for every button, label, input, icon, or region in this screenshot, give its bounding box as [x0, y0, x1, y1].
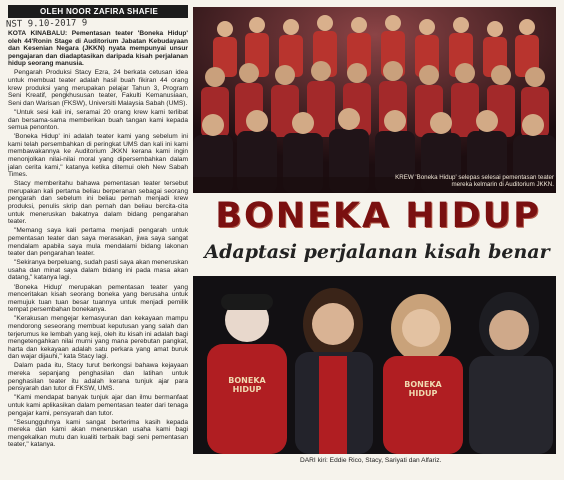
subheadline: Adaptasi perjalanan kisah benar [204, 241, 550, 263]
dateline: KOTA KINABALU: [8, 30, 68, 37]
article-paragraph: "Sesungguhnya kami sangat berterima kasih kepada mereka dan kami akan meneruskan usaha kami bagi mengekalkan mutu dan kualiti terbaik bagi seni pementasan teater," katanya. [8, 418, 188, 449]
article-paragraph: "Kami mendapat banyak tunjuk ajar dan ilmu bermanfaat untuk kami aplikasikan dalam pementasan teater dari tenaga pengajar kami, pensyarah dan tutor. [8, 394, 188, 417]
article-paragraph: "Sekiranya berpeluang, sudah pasti saya akan meneruskan usaha dan minat saya dalam bidang ini pada masa akan datang," katanya lagi. [8, 259, 188, 282]
article-column [8, 30, 188, 475]
photo1-caption: KREW 'Boneka Hidup' selepas selesai pementasan teater mereka kelmarin di Auditorium JKKN. [395, 174, 554, 188]
article-paragraph: "Kerakusan mengejar kemasyuran dan kekayaan mampu mendorong seseorang membuat keputusan yang salah dan terjerumus ke lembah yang keji, oleh itu kisah ini adalah bagi mengetengahkan nilai murni yang mana perebutan pangkat, harta dan kekayaan adalah satu perkara yang amat buruk dan wajar dijauhi," kata Stacy lagi. [8, 315, 188, 361]
shirt-text-middle: BONEKA HIDUP [404, 380, 442, 398]
article-paragraph: Dalam pada itu, Stacy turut berkongsi bahawa kejayaan mereka sepanjang penghasilan dan latihan untuk penghasilan teater itu adalah kerana tunjuk ajar para pensyarah dan tutor di FKSW, UMS. [8, 362, 188, 393]
article-paragraph: "Untuk sesi kali ini, seramai 20 orang krew kami terlibat dan bersama-sama memberikan buah tangan kami kepada semua penonton. [8, 108, 188, 132]
crew-group-photo [193, 7, 556, 193]
article-paragraph: Stacy memberitahu bahawa pementasan teater tersebut merupakan kali pertama beliau berperanan sebagai seorang pengarah dan sebelum ini beliau pernah menjadi krew produksi, penulis skrip dan pernah dan beliau bercita-cita untuk meneruskan bakatnya dalam bidang pengarahan teater. [8, 180, 188, 226]
performers-illustration [193, 276, 556, 454]
article-paragraph: Pengarah Produksi Stacy Ezra, 24 berkata cetusan idea untuk membuat teater adalah hasil buah fikiran 44 orang krew produksi yang merupakan pelajar Tahun 3, Program Seni Kreatif, pengkhususan teater, Fakulti Kemanusiaan, Seni dan Warisan (FKSW), Universiti Malaysia Sabah (UMS). [8, 69, 188, 107]
article-paragraph: "Memang saya kali pertama menjadi pengarah untuk pementasan teater dan saya merasakan, jiwa saya sangat mendalam apabila saya mula mendalami bidang lakonan teater dan pengarahan teater. [8, 227, 188, 258]
crew-group-illustration [193, 7, 556, 193]
byline: OLEH NOOR ZAFIRA SHAFIE [8, 5, 188, 18]
article-lead [8, 30, 188, 68]
headline: BONEKA HIDUP [215, 196, 541, 236]
article-paragraph: 'Boneka Hidup' merupakan pementasan teater yang menceritakan kisah seorang boneka yang berusaha untuk memujuk tuan tuan besar tuannya untuk menjadi pemilik tempat persembahan bonekanya. [8, 283, 188, 314]
photo2-caption: DARI kiri: Eddie Rico, Stacy, Sariyati dan Alfariz. [300, 457, 442, 464]
performers-photo [193, 276, 556, 454]
article-paragraph: 'Boneka Hidup' ini adalah teater kami yang sebelum ini kami telah persembahkan di peringkat UMS dan kali ini kami membawakannya ke Auditorium JKKN kerana kami ingin menonjolkan nilai-nilai moral yang dipersembahkan dalam jalan cerita kami," katanya ketika ditemui oleh New Sabah Times. [8, 133, 188, 179]
lead-text: Pementasan teater 'Boneka Hidup' oleh 44'Ronin Stage di Auditorium Jabatan Kebudayaan dan Kesenian Negara (JKKN) nyata mempunyai unsur pengajaran dan diadaptasikan daripada kisah perjalanan hidup seorang manusia. [8, 30, 188, 68]
shirt-text-left: BONEKA HIDUP [228, 376, 266, 394]
handwritten-date: NST 9.10-2017 9 [5, 18, 88, 30]
